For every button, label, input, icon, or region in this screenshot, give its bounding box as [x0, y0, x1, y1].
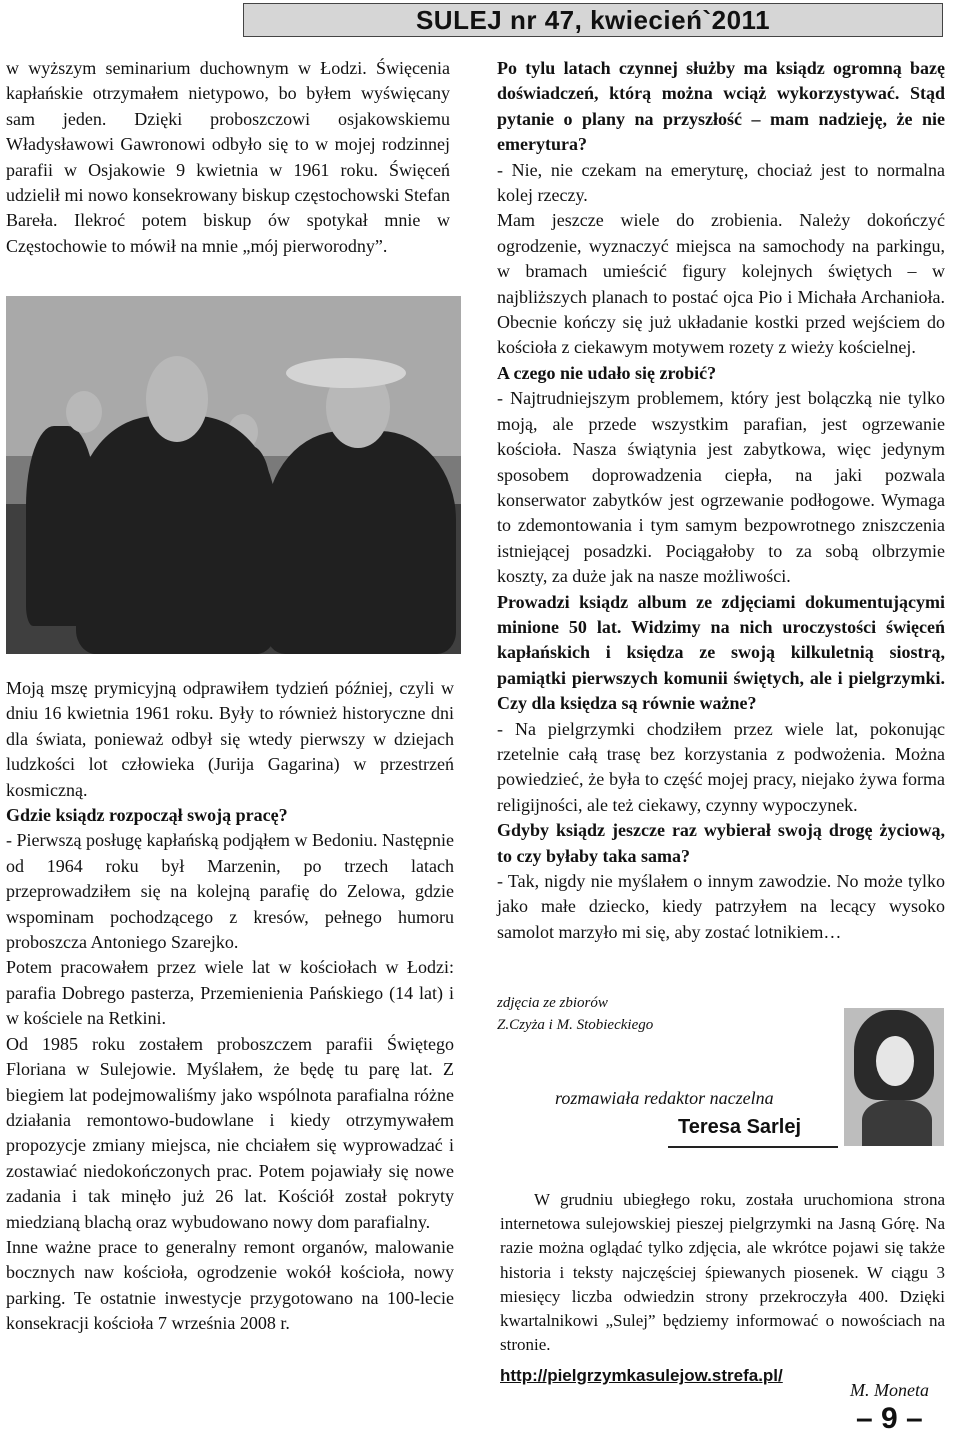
question-heading: Prowadzi ksiądz album ze zdjęciami dokumentującymi minione 50 lat. Widzimy na nich uroczystości święceń kapłańskich i księdza ze swoją kilkuletnią siostrą, pamiątki pierwszych komunii świętych, ale i pielgrzymki. Czy dla księdza są równie ważne? [497, 591, 945, 714]
interviewer-role: rozmawiała redaktor naczelna [555, 1088, 774, 1108]
photo-credit [497, 992, 653, 1036]
divider [668, 1146, 838, 1148]
question-heading: Gdzie ksiądz rozpoczął swoją pracę? [6, 805, 288, 826]
question-heading: Po tylu latach czynnej służby ma ksiądz ogromną bazę doświadczeń, którą można wciąż wykorzystywać. Stąd pytanie o plany na przyszłość – mam nadzieję, że nie emerytura? [497, 58, 945, 155]
paragraph: Potem pracowałem przez wiele lat w kościołach w Łodzi: parafia Dobrego pasterza, Przemienienia Pańskiego (14 lat) i w kościele na Retkini. [6, 957, 454, 1029]
pilgrimage-website-link[interactable]: http://pielgrzymkasulejow.strefa.pl/ [500, 1366, 783, 1385]
priest-left-figure [76, 416, 276, 654]
paragraph: - Najtrudniejszym problemem, który jest bolączką nie tylko moją, ale przede wszystkim parafian, jest ogrzewanie kościoła. Nasza świątynia jest zabytkowa, więc jedynym sposobem doprowadzenia ciepła, na jaki pozwala konserwator zabytków jest ogrzewanie podłogowe. Wymaga to zdemontowania i tym samym bezpowrotnego zniszczenia istniejącej posadzki. Pociągałoby to za sobą olbrzymie koszty, za duże jak na nasze możliwości. [497, 388, 945, 587]
person-head [66, 391, 102, 433]
right-column [497, 56, 945, 945]
portrait-body [862, 1100, 932, 1146]
paragraph: - Na pielgrzymki chodziłem przez wiele lat, pokonując rzetelnie całą trasę bez korzystania z podwożenia. Można powiedzieć, że była to część mojej pracy, niejako żywa forma religijności, ale też ciekawy, czynny wypoczynek. [497, 718, 945, 815]
paragraph: - Pierwszą posługę kapłańską podjąłem w Bedoniu. Następnie od 1964 roku był Marzenin, po trzech latach przeprowadziłem się na kolejną parafię do Zelowa, gdzie wspominam pochodzącego z kresów, pełnego humoru proboszcza Antoniego Szarejko. [6, 830, 454, 953]
page-number: – 9 – [856, 1402, 923, 1435]
paragraph: Inne ważne prace to generalny remont organów, malowanie bocznych naw kościoła, ogrodzenie wokół kościoła, nowy parking. Te ostatnie inwestycje przygotowano na 100-lecie konsekracji kościoła 7 września 2008 r. [6, 1236, 454, 1334]
header-bar [243, 3, 943, 37]
photo-two-priests [6, 296, 461, 654]
page-title: SULEJ nr 47, kwiecień`2011 [415, 5, 771, 35]
editor-name: Teresa Sarlej [678, 1116, 802, 1138]
left-column [6, 676, 454, 1337]
paragraph: Od 1985 roku zostałem proboszczem parafii Świętego Floriana w Sulejowie. Myślałem, że będę tu parę lat. Z biegiem lat podejmowaliśmy jako wspólnota parafialna różne działania remontowo-budowlane i kiedy otrzymywałem propozycje zmiany miejsca, nie chciałem się wyprowadzać i zostawiać niedokończonych prac. Potem pojawiały się nowe zadania i tak minęło już 26 lat. Kościół został pokryty miedzianą blachą oraz wybudowano nowy dom parafialny. [6, 1033, 454, 1232]
question-heading: A czego nie udało się zrobić? [497, 362, 717, 383]
straw-hat [286, 358, 406, 388]
website-note: W grudniu ubiegłego roku, została uruchomiona strona internetowa sulejowskiej pieszej pielgrzymki na Jasną Górę. Na razie można oglądać tylko zdjęcia, ale wkrótce pojawi się także historia i teksty najczęściej śpiewanych piosenek. W ciągu 3 miesięcy liczba odwiedzin strony przekroczyła 400. Dzięki kwartalnikowi „Sulej” będziemy informować o nowościach na stronie. [500, 1190, 945, 1355]
author-signature: M. Moneta [850, 1380, 929, 1400]
editor-portrait-photo [844, 1008, 944, 1146]
portrait-face [876, 1036, 914, 1086]
paragraph: - Tak, nigdy nie myślałem o innym zawodzie. No może tylko jako małe dziecko, kiedy patrzyłem na lecący wysoko samolot marzyło mi się, aby zostać lotnikiem… [497, 871, 945, 942]
photo-credit-line: Z.Czyża i M. Stobieckiego [497, 1017, 654, 1033]
paragraph: Mam jeszcze wiele do zrobienia. Należy dokończyć ogrodzenie, wyznaczyć miejsca na samochody na parkingu, w bramach umieścić figury kolejnych świętych – w najbliższych planach to postać ojca Pio i Michała Archanioła. Obecnie kończy się już układanie kostki przed wejściem do kościoła z ciekawym motywem rozety z wieży kościelnej. [497, 210, 945, 358]
photo-credit-line: zdjęcia ze zbiorów [497, 995, 608, 1011]
left-column-top [6, 56, 450, 259]
priest-left-head [146, 356, 208, 442]
paragraph: Moją mszę prymicyjną odprawiłem tydzień później, czyli w dniu 16 kwietnia 1961 roku. Były to również historyczne dni dla świata, ponieważ odbył się wtedy pierwszy w dziejach ludzkości lot człowieka (Jurija Gagarina) w przestrzeń kosmiczną. [6, 678, 454, 800]
paragraph: - Nie, nie czekam na emeryturę, chociaż jest to normalna kolej rzeczy. [497, 159, 945, 206]
question-heading: Gdyby ksiądz jeszcze raz wybierał swoją drogę życiową, to czy byłaby taka sama? [497, 820, 945, 866]
priest-right-figure [266, 431, 456, 654]
paragraph: w wyższym seminarium duchownym w Łodzi. Święcenia kapłańskie otrzymałem nietypowo, bo byłem wyświęcany sam jeden. Dzięki proboszczowi osjakowskiemu Władysławowi Gawronowi odbyło się to w mojej rodzinnej parafii w Osjakowie 9 kwietnia w 1961 roku. Święceń udzielił mi nowo konsekrowany biskup częstochowski Stefan Bareła. Ilekroć potem biskup ów spotykał mnie w Częstochowie to mówił na mnie „mój pierworodny”. [6, 58, 450, 256]
